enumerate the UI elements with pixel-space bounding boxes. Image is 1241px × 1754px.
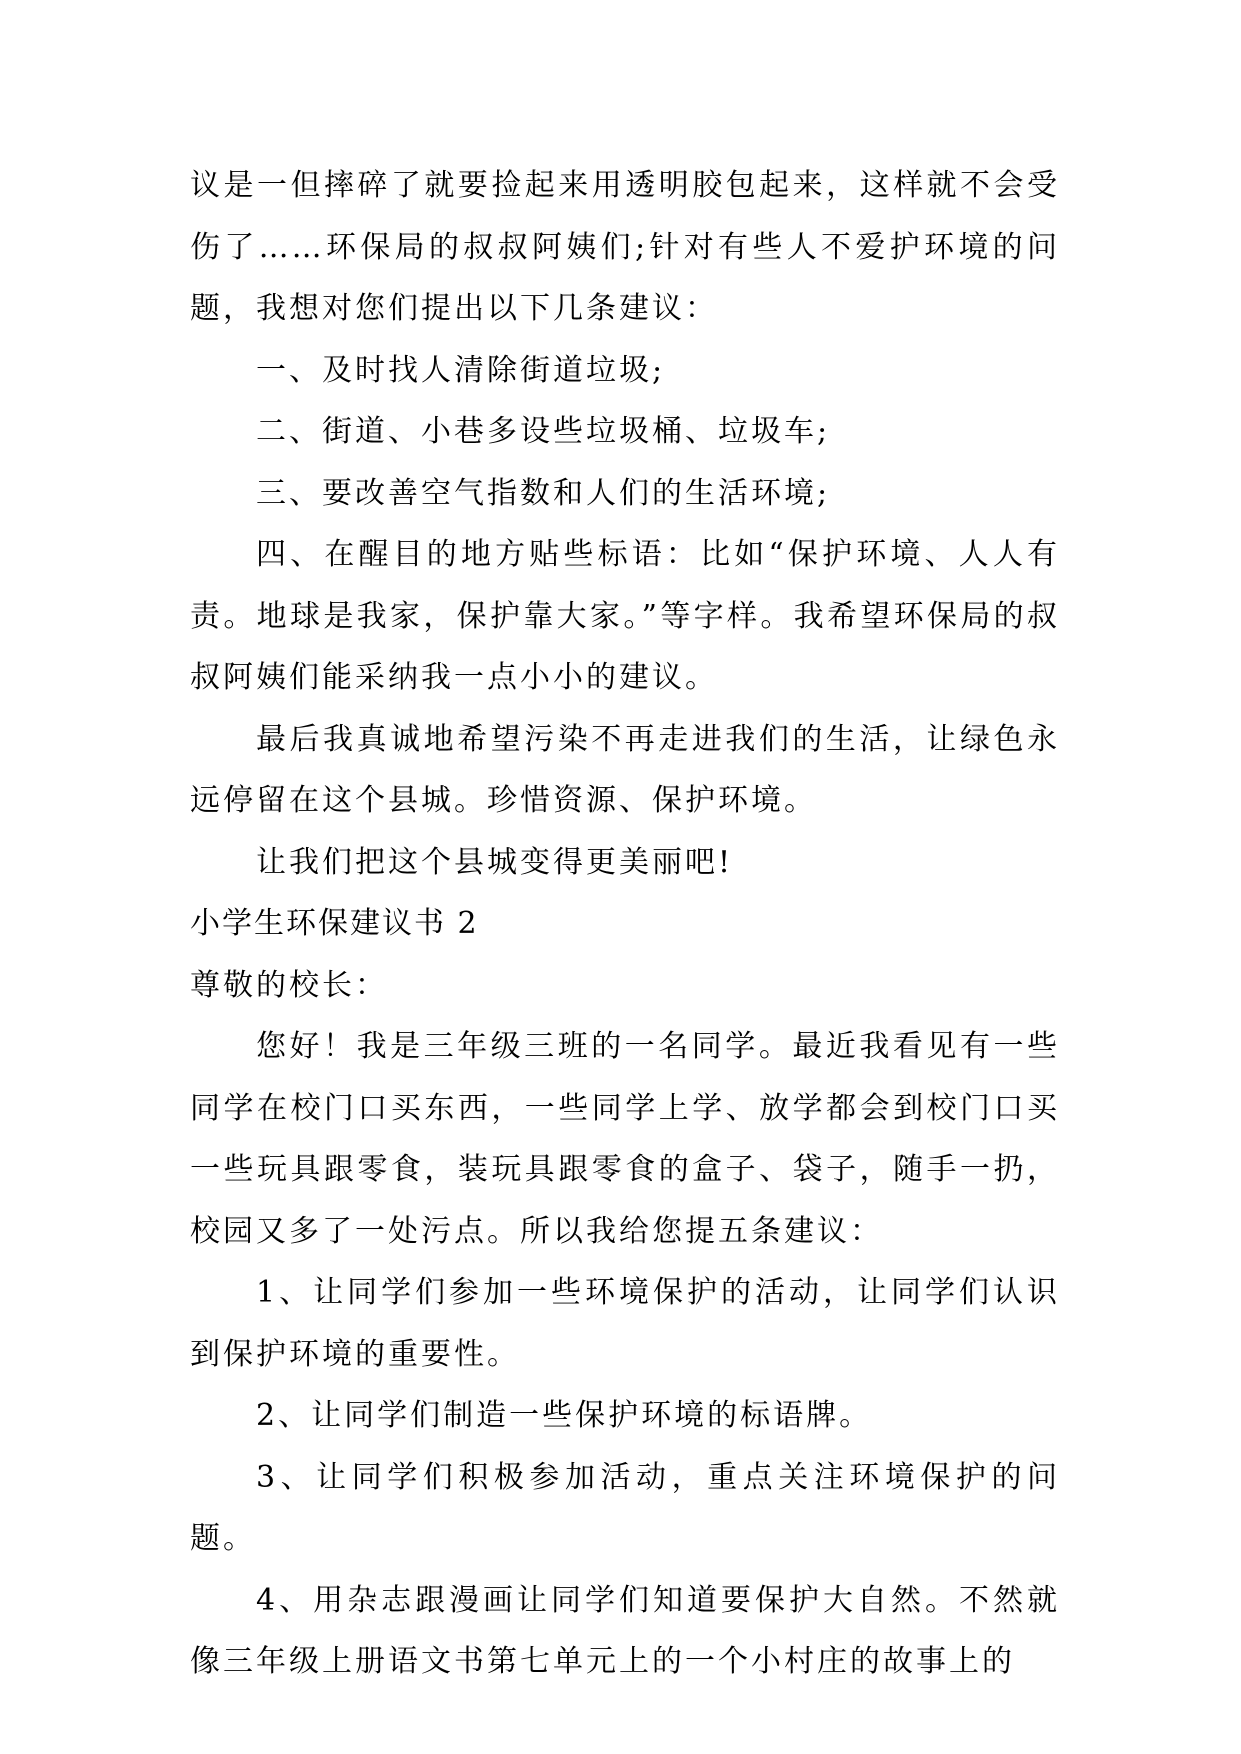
- suggestion-item-4: 四、在醒目的地方贴些标语：比如“保护环境、人人有责。地球是我家，保护靠大家。”等字样。我希望环保局的叔叔阿姨们能采纳我一点小小的建议。: [190, 537, 1060, 695]
- document-body: [190, 155, 1060, 1693]
- school-suggestion-1: 1、让同学们参加一些环境保护的活动，让同学们认识到保护环境的重要性。: [190, 1275, 1060, 1372]
- salutation: 尊敬的校长：: [190, 967, 388, 1003]
- school-suggestion-3: 3、让同学们积极参加活动，重点关注环境保护的问题。: [190, 1459, 1060, 1556]
- closing-paragraph: 最后我真诚地希望污染不再走进我们的生活，让绿色永远停留在这个县城。珍惜资源、保护环境。: [190, 721, 1060, 818]
- suggestion-item-1: 一、及时找人清除街道垃圾;: [256, 352, 666, 388]
- paragraph-continuation: 议是一但摔碎了就要捡起来用透明胶包起来，这样就不会受伤了……环保局的叔叔阿姨们;针对有些人不爱护环境的问题，我想对您们提出以下几条建议：: [190, 168, 1060, 326]
- section-heading: 小学生环保建议书 2: [190, 906, 479, 941]
- school-suggestion-2: 2、让同学们制造一些保护环境的标语牌。: [256, 1398, 873, 1433]
- school-suggestion-4: 4、用杂志跟漫画让同学们知道要保护大自然。不然就像三年级上册语文书第七单元上的一个小村庄的故事上的: [190, 1582, 1060, 1679]
- suggestion-item-2: 二、街道、小巷多设些垃圾桶、垃圾车;: [256, 414, 831, 449]
- letter-intro-paragraph: 您好！我是三年级三班的一名同学。最近我看见有一些同学在校门口买东西，一些同学上学、放学都会到校门口买一些玩具跟零食，装玩具跟零食的盒子、袋子，随手一扔，校园又多了一处污点。所以我给您提五条建议：: [190, 1029, 1060, 1249]
- suggestion-item-3: 三、要改善空气指数和人们的生活环境;: [256, 475, 831, 511]
- closing-exclamation: 让我们把这个县城变得更美丽吧!: [256, 844, 734, 880]
